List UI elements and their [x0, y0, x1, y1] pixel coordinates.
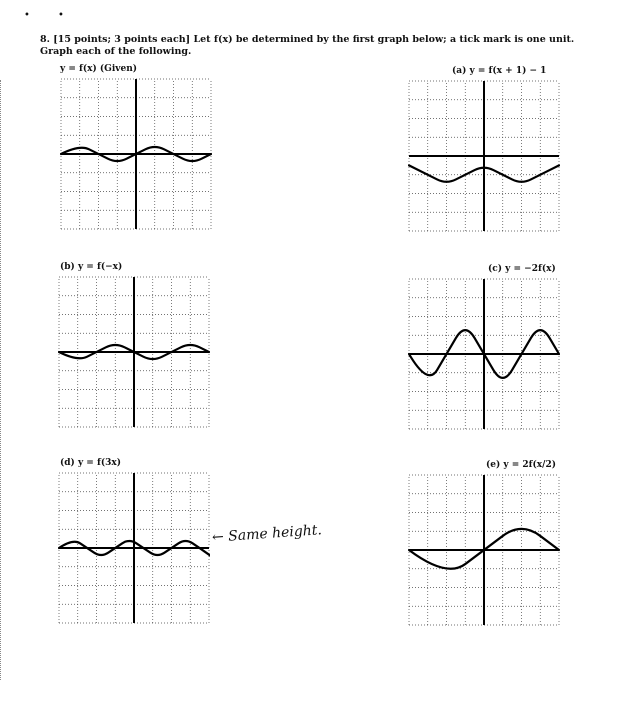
- graph-label-c: (c) y = −2f(x): [488, 264, 556, 274]
- graph-e: [408, 474, 560, 626]
- scan-speck: •: [24, 10, 30, 21]
- graph-c: [408, 278, 560, 430]
- graph-a: [408, 80, 560, 232]
- graph-given: [60, 78, 212, 230]
- problem-statement: [40, 34, 600, 58]
- graph-b: [58, 276, 210, 428]
- problem-text: [15 points; 3 points each] Let f(x) be determined by the first graph below; a tick mark is one unit. Graph each of the following.: [40, 34, 575, 57]
- graph-d: [58, 472, 210, 624]
- handwritten-note: ← Same height.: [211, 522, 323, 546]
- graph-label-given: y = f(x) (Given): [60, 64, 138, 74]
- graph-label-d: (d) y = f(3x): [60, 458, 121, 468]
- graph-label-a: (a) y = f(x + 1) − 1: [452, 66, 547, 76]
- scan-speck: •: [58, 10, 64, 21]
- margin-dotted-line: [0, 80, 3, 680]
- graph-label-b: (b) y = f(−x): [60, 262, 123, 272]
- graph-label-e: (e) y = 2f(x/2): [486, 460, 556, 470]
- problem-number: 8.: [40, 34, 50, 45]
